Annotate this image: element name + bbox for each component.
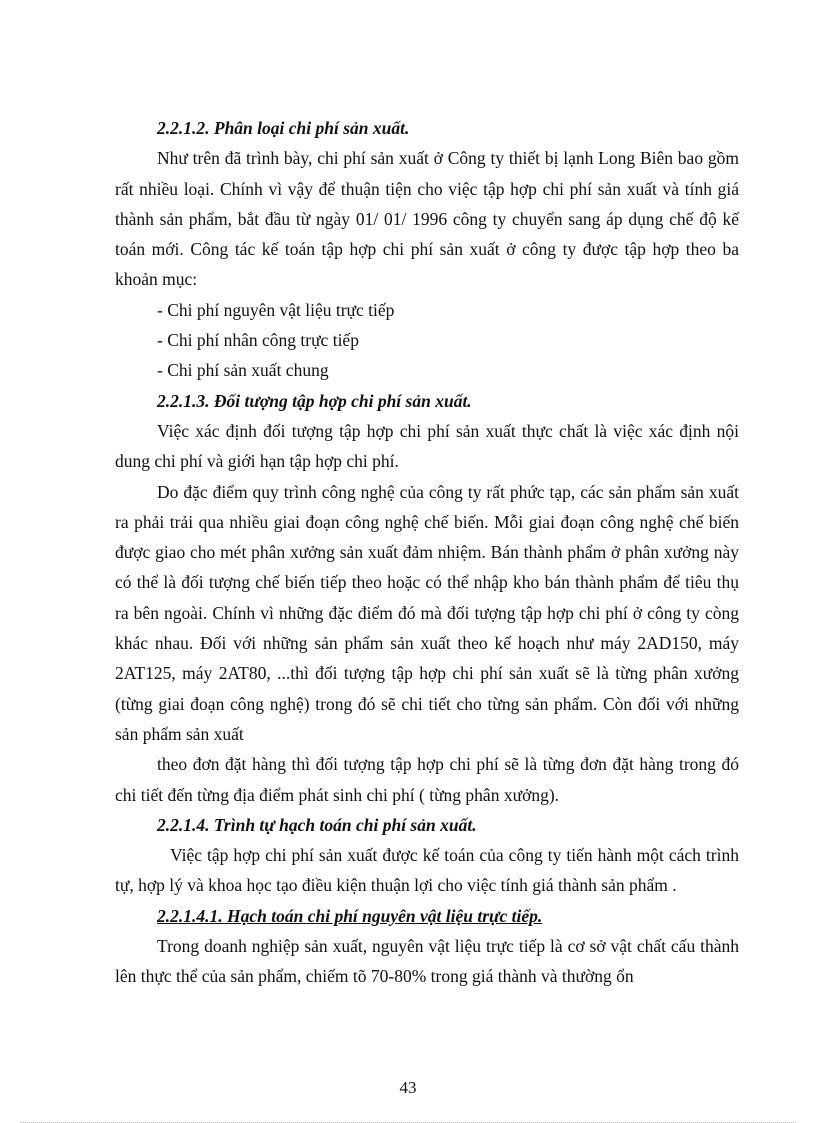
- paragraph-22141: Trong doanh nghiệp sản xuất, nguyên vật liệu trực tiếp là cơ sở vật chất cấu thành lên thực thể của sản phẩm, chiếm tõ 70-80% trong giá thành và thường ổn: [115, 936, 739, 987]
- page-content: [115, 113, 739, 992]
- section-heading-22141: 2.2.1.4.1. Hạch toán chi phí nguyên vật liệu trực tiếp.: [157, 905, 543, 926]
- paragraph-2213-2: Do đặc điểm quy trình công nghệ của công ty rất phức tạp, các sản phẩm sản xuất ra phải trải qua nhiều giai đoạn công nghệ chế biến. Mỗi giai đoạn công nghệ chế biến được giao cho mét phân xưởng sản xuất đảm nhiệm. Bán thành phẩm ở phân xưởng này có thể là đối tượng chế biến tiếp theo hoặc có thể nhập kho bán thành phẩm để tiêu thụ ra bên ngoài. Chính vì những đặc điểm đó mà đối tượng tập hợp chi phí ở công ty còng khác nhau. Đối với những sản phẩm sản xuất theo kế hoạch như máy 2AD150, máy 2AT125, máy 2AT80, ...thì đối tượng tập hợp chi phí sản xuất sẽ là từng phân xưởng (từng giai đoạn công nghệ) trong đó sẽ chi tiết cho từng sản phẩm. Còn đối với những sản phẩm sản xuất: [115, 481, 739, 744]
- paragraph-2212: Như trên đã trình bày, chi phí sản xuất ở Công ty thiết bị lạnh Long Biên bao gồm rất nhiều loại. Chính vì vậy để thuận tiện cho việc tập hợp chi phí sản xuất và tính giá thành sản phẩm, bắt đầu từ ngày 01/ 01/ 1996 công ty chuyển sang áp dụng chế độ kế toán mới. Công tác kế toán tập hợp chi phí sản xuất ở công ty được tập hợp theo ba khoản mục:: [115, 148, 739, 290]
- paragraph-2214: Việc tập hợp chi phí sản xuất được kế toán của công ty tiến hành một cách trình tự, hợp lý và khoa học tạo điều kiện thuận lợi cho việc tính giá thành sản phẩm .: [115, 845, 739, 896]
- section-heading-2213: 2.2.1.3. Đối tượng tập hợp chi phí sản xuất.: [157, 390, 472, 411]
- section-heading-2212: 2.2.1.2. Phân loại chi phí sản xuất.: [157, 118, 410, 138]
- bullet-item: - Chi phí sản xuất chung: [157, 360, 329, 381]
- bullet-item: - Chi phí nguyên vật liệu trực tiếp: [157, 299, 395, 320]
- paragraph-2213-1: Việc xác định đối tượng tập hợp chi phí sản xuất thực chất là việc xác định nội dung chi phí và giới hạn tập hợp chi phí.: [115, 420, 739, 472]
- section-heading-2214: 2.2.1.4. Trình tự hạch toán chi phí sản xuất.: [157, 814, 477, 835]
- paragraph-2213-3: theo đơn đặt hàng thì đối tượng tập hợp chi phí sẽ là từng đơn đặt hàng trong đó chi tiết đến từng địa điểm phát sinh chi phí ( từng phân xưởng).: [115, 754, 739, 805]
- page-number: 43: [399, 1078, 417, 1097]
- bullet-item: - Chi phí nhân công trực tiếp: [157, 330, 359, 351]
